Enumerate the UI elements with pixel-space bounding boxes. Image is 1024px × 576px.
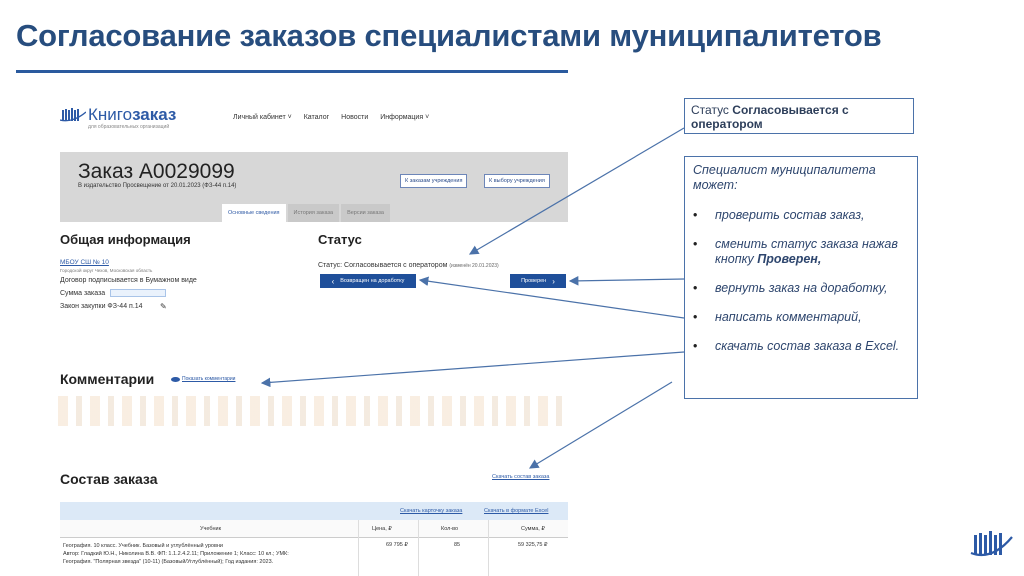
- arrow-to-checked-button: [570, 279, 684, 281]
- pencil-icon[interactable]: ✎: [160, 302, 167, 311]
- books-corner-logo-icon: [970, 527, 1014, 561]
- general-info-title: Общая информация: [60, 232, 191, 247]
- list-item: • скачать состав заказа в Excel.: [693, 339, 909, 354]
- table-row: [60, 538, 568, 576]
- col-price: Цена, ₽: [372, 526, 392, 532]
- status-title: Статус: [318, 232, 362, 247]
- col-qty: Кол-во: [441, 526, 459, 532]
- books-logo-icon: [60, 108, 86, 122]
- download-card-link[interactable]: Скачать карточку заказа: [400, 508, 463, 514]
- download-composition-link[interactable]: Скачать состав заказа: [492, 474, 550, 480]
- order-sum-value: [110, 289, 166, 297]
- title-underline: [16, 70, 568, 73]
- chevron-right-icon: ›: [552, 276, 555, 286]
- qty-cell: 85: [454, 542, 461, 548]
- district-text: Городской округ Чехов, Московская область: [60, 268, 153, 273]
- nav-personal-account[interactable]: Личный кабинет ˅: [233, 114, 292, 121]
- status-callout: Статус Согласовывается с оператором: [684, 98, 914, 134]
- tab-order-versions[interactable]: Версии заказа: [341, 204, 390, 222]
- decorative-pattern: [58, 396, 570, 426]
- comments-title: Комментарии: [60, 371, 155, 387]
- checked-button[interactable]: Проверен ›: [510, 274, 566, 288]
- download-excel-link[interactable]: Скачать в формате Excel: [484, 508, 549, 514]
- table-toolbar: [60, 502, 568, 520]
- institution-orders-button[interactable]: К заказам учреждения: [400, 174, 467, 188]
- order-subtitle: В издательство Просвещение от 20.01.2023 (ФЗ-44 п.14): [78, 183, 237, 189]
- procurement-law-text: Закон закупки ФЗ-44 п.14: [60, 303, 143, 310]
- institution-choice-button[interactable]: К выбору учреждения: [484, 174, 550, 188]
- status-text: Статус: Согласовывается с оператором (изменён 20.01.2023): [318, 262, 499, 269]
- col-book: Учебник: [200, 526, 222, 532]
- nav-news[interactable]: Новости: [341, 114, 369, 121]
- table-header: [60, 520, 568, 538]
- composition-title: Состав заказа: [60, 471, 158, 487]
- col-sum: Сумма, ₽: [521, 526, 545, 532]
- specialist-callout: [684, 156, 918, 399]
- tab-order-history[interactable]: История заказа: [288, 204, 340, 222]
- chevron-left-icon: ‹: [331, 276, 335, 286]
- show-comments-link[interactable]: Показать комментарии: [182, 376, 236, 382]
- specialist-actions-list: [693, 208, 909, 354]
- return-for-revision-button[interactable]: ‹ Возвращен на доработку: [320, 274, 416, 288]
- list-item: • вернуть заказ на доработку,: [693, 281, 909, 296]
- nav-catalog[interactable]: Каталог: [303, 114, 330, 121]
- site-logo-subtitle: для образовательных организаций: [88, 124, 170, 130]
- book-cell: География. 10 класс. Учебник. Базовый и углублённый уровни Автор: Гладкий Ю.Н., Николина В.В. ФП: 1.1.2.4.2.11; Приложение 1; Класс: 10 кл.; УМК: География. "Полярная звезда" (10-11) (Базовый/Углублённый); Год издания: 2023.: [63, 543, 289, 565]
- main-nav: [233, 114, 429, 121]
- price-cell: 69 795 ₽: [386, 542, 408, 548]
- specialist-heading: Специалист муниципалитета может:: [693, 163, 876, 192]
- sum-cell: 59 325,75 ₽: [518, 542, 548, 548]
- list-item: • проверить состав заказ,: [693, 208, 909, 223]
- eye-icon: [171, 377, 180, 382]
- order-tabs: [222, 204, 390, 222]
- contract-text: Договор подписывается в Бумажном виде: [60, 277, 197, 284]
- site-logo[interactable]: Книгозаказ: [88, 105, 177, 124]
- order-title: Заказ А0029099: [78, 160, 235, 183]
- order-banner: [60, 152, 568, 222]
- tab-main-info[interactable]: Основные сведения: [222, 204, 286, 222]
- nav-information[interactable]: Информация ˅: [380, 114, 430, 121]
- site-screenshot: [58, 96, 570, 576]
- site-header: [58, 96, 570, 136]
- order-sum-label: Сумма заказа: [60, 290, 106, 297]
- school-link[interactable]: МБОУ СШ № 10: [60, 259, 109, 266]
- list-item: • сменить статус заказа нажав кнопку Проверен,: [693, 237, 909, 267]
- slide-title: Согласование заказов специалистами муниципалитетов: [16, 18, 882, 53]
- list-item: • написать комментарий,: [693, 310, 909, 325]
